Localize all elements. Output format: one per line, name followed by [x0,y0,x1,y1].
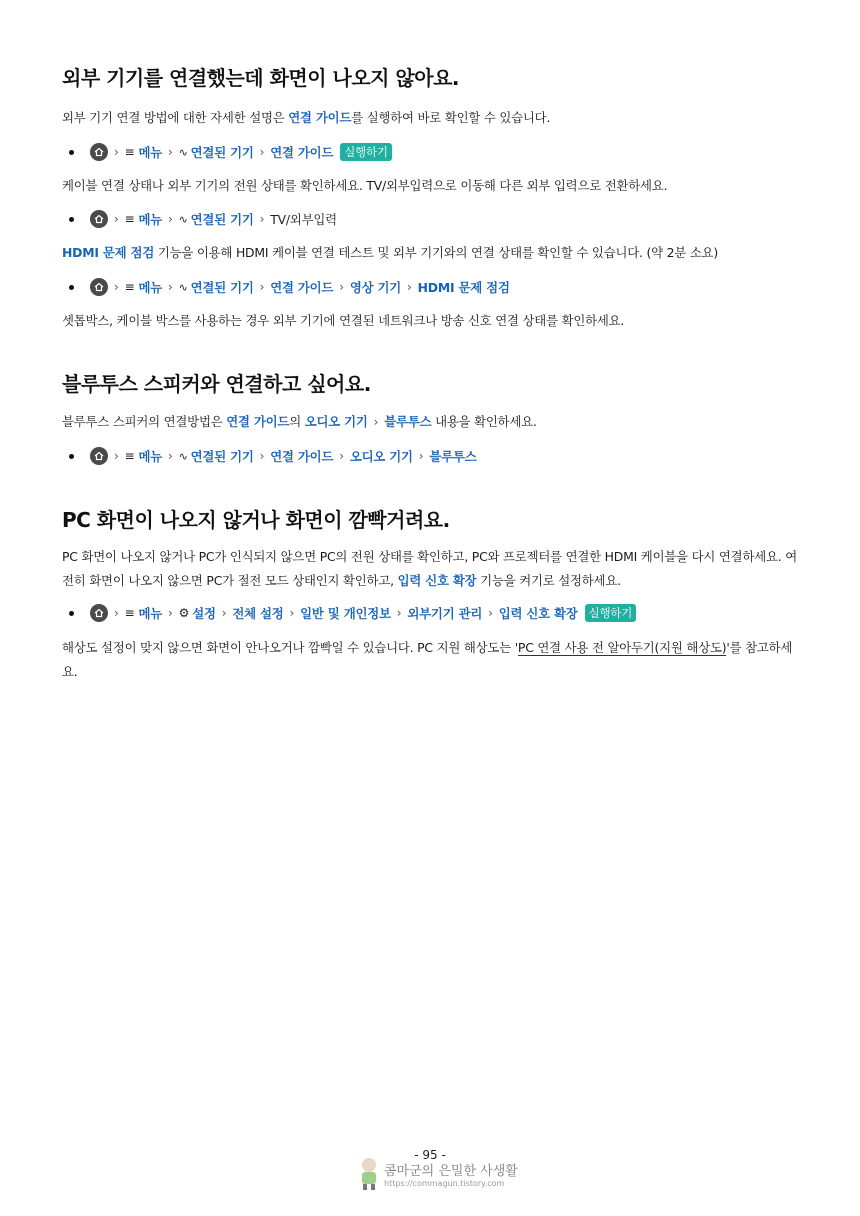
run-button[interactable]: 실행하기 [340,143,392,161]
paragraph [62,241,802,265]
path-item: 영상 기기 [349,280,402,295]
path-item: 전체 설정 [232,606,284,621]
menu-icon: ≡ [124,449,135,463]
path-item: HDMI 문제 점검 [417,280,510,295]
watermark [358,1156,518,1192]
connected-devices-icon: ∿ [178,145,188,159]
path-item: 일반 및 개인정보 [300,606,391,621]
path-item: 오디오 기기 [349,449,413,464]
page-number: - 95 - [414,1148,446,1162]
text: 기능을 이용해 HDMI 케이블 연결 테스트 및 외부 기기와의 연결 상태를 확인할 수 있습니다. (약 2분 소요) [154,245,718,260]
link-connection-guide[interactable]: 연결 가이드 [226,414,290,429]
menu-icon: ≡ [124,145,135,159]
connected-devices-icon: ∿ [178,449,188,463]
menu-path [62,275,510,299]
link-hdmi-check[interactable]: HDMI 문제 점검 [62,245,155,260]
bullet [69,217,74,222]
path-item: TV/외부입력 [270,212,337,227]
gear-icon: ⚙ [178,606,190,620]
chevron-right-icon: › [259,280,265,294]
text: 내용을 확인하세요. [431,414,537,429]
menu-icon: ≡ [124,606,135,620]
path-item: 메뉴 [138,212,163,227]
watermark-title: 콤마군의 은밀한 사생활 [384,1164,518,1179]
text: 해상도 설정이 맞지 않으면 화면이 안나오거나 깜빡일 수 있습니다. PC 지원 해상도는 ' [62,640,518,655]
chevron-right-icon: › [373,415,379,429]
text: 의 [289,414,305,429]
path-item: 연결된 기기 [190,212,254,227]
chevron-right-icon: › [114,280,119,294]
connected-devices-icon: ∿ [178,212,188,226]
chevron-right-icon: › [168,145,173,159]
chevron-right-icon: › [168,449,173,463]
paragraph [62,545,802,593]
menu-path [62,601,636,625]
chevron-right-icon: › [168,280,173,294]
link-bluetooth[interactable]: 블루투스 [384,414,432,429]
menu-path [62,444,476,468]
section-title-external-device: 외부 기기를 연결했는데 화면이 나오지 않아요. [62,66,459,90]
paragraph: 셋톱박스, 케이블 박스를 사용하는 경우 외부 기기에 연결된 네트워크나 방송 신호 연결 상태를 확인하세요. [62,313,625,328]
chevron-right-icon: › [418,449,424,463]
chevron-right-icon: › [114,212,119,226]
path-item: 연결된 기기 [190,449,254,464]
section-title-pc-screen: PC 화면이 나오지 않거나 화면이 깜빡거려요. [62,508,450,532]
watermark-url: https://commagun.tistory.com [384,1179,505,1188]
chevron-right-icon: › [114,145,119,159]
path-item: 메뉴 [138,145,163,160]
home-icon [90,278,108,296]
section-title-bluetooth: 블루투스 스피커와 연결하고 싶어요. [62,372,371,396]
path-item: 메뉴 [138,280,163,295]
bullet [69,454,74,459]
menu-icon: ≡ [124,280,135,294]
chevron-right-icon: › [259,449,265,463]
path-item: 블루투스 [429,449,477,464]
chevron-right-icon: › [168,212,173,226]
text: '를 참고하세요. [62,640,793,679]
run-button[interactable]: 실행하기 [585,604,637,622]
path-item: 연결된 기기 [190,145,254,160]
link-input-signal-plus[interactable]: 입력 신호 확장 [397,573,477,588]
link-audio-device[interactable]: 오디오 기기 [304,414,368,429]
text: 를 실행하여 바로 확인할 수 있습니다. [351,110,551,125]
menu-path [62,207,337,231]
bullet [69,285,74,290]
chevron-right-icon: › [259,145,265,159]
path-item: 연결 가이드 [270,145,334,160]
bullet [69,150,74,155]
home-icon [90,210,108,228]
menu-icon: ≡ [124,212,135,226]
chevron-right-icon: › [488,606,493,620]
path-item: 입력 신호 확장 [498,606,578,621]
path-item: 메뉴 [138,606,163,621]
path-item: 연결된 기기 [190,280,254,295]
paragraph [62,106,802,130]
path-item: 연결 가이드 [270,449,334,464]
home-icon [90,143,108,161]
chevron-right-icon: › [339,449,344,463]
chevron-right-icon: › [221,606,227,620]
home-icon [90,447,108,465]
paragraph [62,410,802,434]
link-connection-guide[interactable]: 연결 가이드 [288,110,352,125]
text: 외부 기기 연결 방법에 대한 자세한 설명은 [62,110,289,125]
text: 블루투스 스피커의 연결방법은 [62,414,227,429]
mascot-icon [358,1156,380,1192]
bullet [69,611,74,616]
chevron-right-icon: › [114,606,119,620]
chevron-right-icon: › [289,606,295,620]
text: 기능을 켜기로 설정하세요. [476,573,621,588]
text: PC 화면이 나오지 않거나 PC가 인식되지 않으면 PC의 전원 상태를 확인하고, PC와 프로젝터를 연결한 HDMI 케이블을 다시 연결하세요. 여전히 화면이 나오지 않으면 PC가 절전 모드 상태인지 확인하고, [62,549,797,588]
paragraph [62,636,802,684]
chevron-right-icon: › [259,212,265,226]
home-icon [90,604,108,622]
path-item: 설정 [192,606,216,621]
chevron-right-icon: › [396,606,402,620]
chevron-right-icon: › [407,280,412,294]
chevron-right-icon: › [168,606,173,620]
connected-devices-icon: ∿ [178,280,188,294]
link-pc-resolution[interactable]: PC 연결 사용 전 알아두기(지원 해상도) [517,640,727,655]
chevron-right-icon: › [114,449,119,463]
path-item: 메뉴 [138,449,163,464]
chevron-right-icon: › [339,280,344,294]
path-item: 외부기기 관리 [407,606,483,621]
menu-path [62,140,392,164]
path-item: 연결 가이드 [270,280,334,295]
paragraph: 케이블 연결 상태나 외부 기기의 전원 상태를 확인하세요. TV/외부입력으로 이동해 다른 외부 입력으로 전환하세요. [62,178,668,193]
